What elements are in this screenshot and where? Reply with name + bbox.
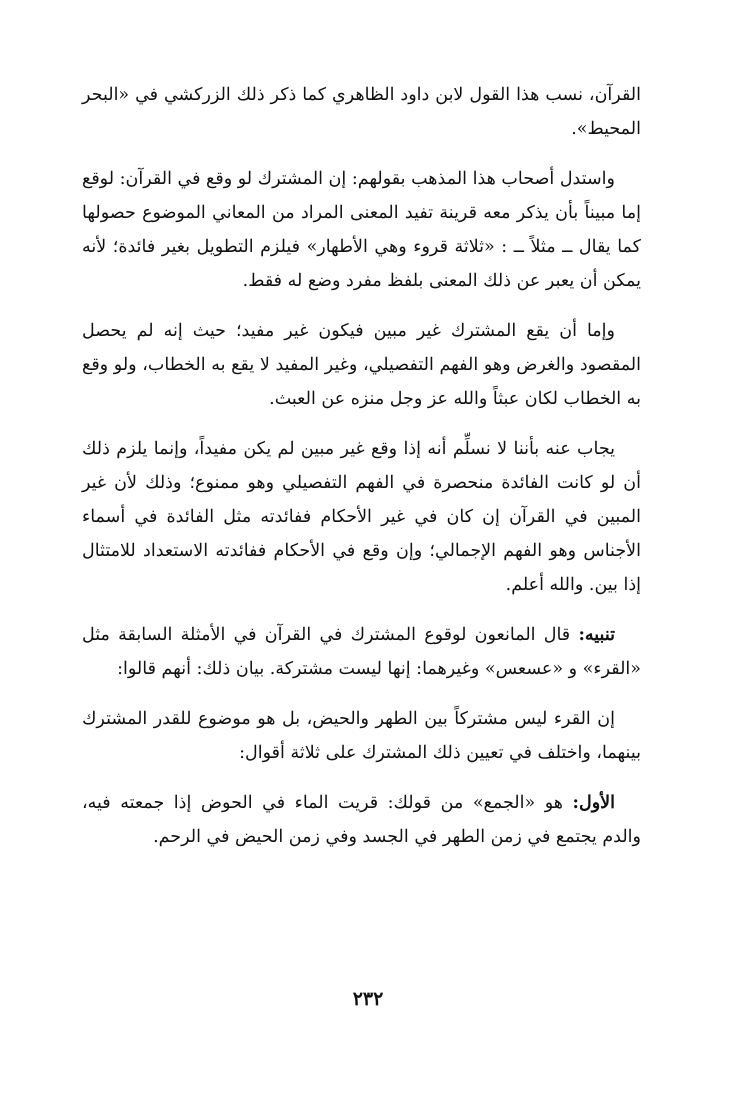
paragraph-5 (82, 618, 641, 686)
paragraph-text: واستدل أصحاب هذا المذهب بقولهم: إن المشترك لو وقع في القرآن: لوقع إما مبيناً بأن يذكر معه قرينة تفيد المعنى المراد من المعاني الموضوع حصولها كما يقال ــ مثلاً ــ : «ثلاثة قروء وهي الأطهار» فيلزم التطويل بغير فائدة؛ لأنه يمكن أن يعبر عن ذلك المعنى بلفظ مفرد وضع له فقط. (82, 169, 641, 291)
page-body (82, 78, 641, 870)
paragraph-7 (82, 786, 641, 854)
paragraph-text: قال المانعون لوقوع المشترك في القرآن في الأمثلة السابقة مثل «القرء» و «عسعس» وغيرهما: إنها ليست مشتركة. بيان ذلك: أنهم قالوا: (82, 625, 641, 679)
paragraph-text: إن القرء ليس مشتركاً بين الطهر والحيض، بل هو موضوع للقدر المشترك بينهما، واختلف في تعيين ذلك المشترك على ثلاثة أقوال: (82, 709, 641, 763)
paragraph-4 (82, 432, 641, 602)
paragraph-6 (82, 702, 641, 770)
paragraph-text: القرآن، نسب هذا القول لابن داود الظاهري كما ذكر ذلك الزركشي في «البحر المحيط». (82, 85, 641, 139)
paragraph-3 (82, 314, 641, 416)
paragraph-1 (82, 78, 641, 146)
paragraph-lead: الأول: (572, 793, 615, 813)
paragraph-text: وإما أن يقع المشترك غير مبين فيكون غير مفيد؛ حيث إنه لم يحصل المقصود والغرض وهو الفهم التفصيلي، وغير المفيد لا يقع به الخطاب، ولو وقع به الخطاب لكان عبثاً والله عز وجل منزه عن العبث. (82, 321, 641, 409)
page-number: ٢٣٢ (352, 988, 384, 1010)
paragraph-text: يجاب عنه بأننا لا نسلِّم أنه إذا وقع غير مبين لم يكن مفيداً، وإنما يلزم ذلك أن لو كانت الفائدة منحصرة في الفهم التفصيلي وهو ممنوع؛ وذلك لأن غير المبين في القرآن إن كان في غير الأحكام ففائدته مثل الفائدة في أسماء الأجناس وهو الفهم الإجمالي؛ وإن وقع في الأحكام ففائدته الاستعداد للامتثال إذا بين. والله أعلم. (82, 439, 641, 595)
paragraph-2 (82, 162, 641, 298)
paragraph-text: هو «الجمع» من قولك: قريت الماء في الحوض إذا جمعته فيه، والدم يجتمع في زمن الطهر في الجسد وفي زمن الحيض في الرحم. (82, 793, 641, 847)
paragraph-lead: تنبيه: (578, 625, 615, 645)
